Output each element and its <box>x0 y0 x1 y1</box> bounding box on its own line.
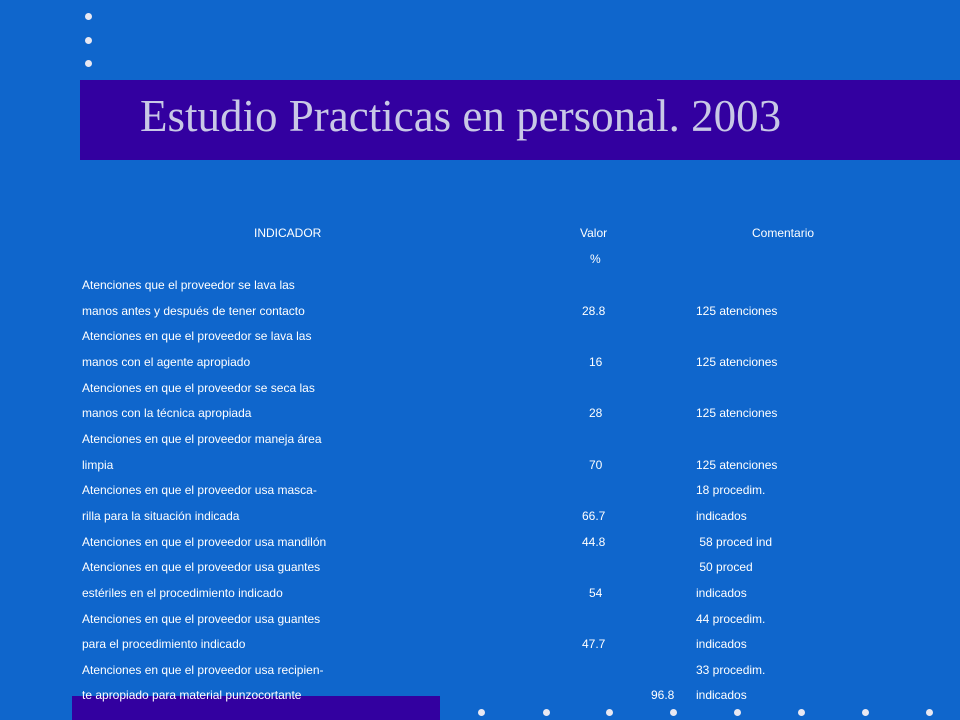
row-indicator-line1: Atenciones que el proveedor se lava las <box>82 278 295 292</box>
row-indicator-line2: limpia <box>82 458 114 472</box>
row-indicator-line2: manos antes y después de tener contacto <box>82 304 305 318</box>
column-header-value-unit: % <box>590 252 601 266</box>
bullet-dot <box>606 709 613 716</box>
row-value: 28.8 <box>582 304 606 318</box>
row-value: 28 <box>589 406 603 420</box>
bullet-dot <box>543 709 550 716</box>
row-value: 54 <box>589 586 603 600</box>
row-indicator-line2: rilla para la situación indicada <box>82 509 240 523</box>
bullet-dot <box>478 709 485 716</box>
row-indicator-line1: Atenciones en que el proveedor maneja área <box>82 432 322 446</box>
bullet-dot <box>734 709 741 716</box>
row-value: 96.8 <box>651 688 675 702</box>
row-comment: indicados <box>696 586 747 600</box>
row-value: 66.7 <box>582 509 606 523</box>
row-indicator-line1: Atenciones en que el proveedor usa masca- <box>82 483 317 497</box>
column-header-indicator: INDICADOR <box>254 226 322 240</box>
row-comment: indicados <box>696 688 747 702</box>
column-header-value: Valor <box>580 226 608 240</box>
row-comment: indicados <box>696 509 747 523</box>
row-comment-line1: 44 procedim. <box>696 612 766 626</box>
bullet-dot <box>670 709 677 716</box>
row-comment: indicados <box>696 637 747 651</box>
row-indicator-line2: manos con la técnica apropiada <box>82 406 252 420</box>
slide-title: Estudio Practicas en personal. 2003 <box>140 91 782 141</box>
bullet-dot <box>85 13 92 20</box>
bullet-dot <box>85 37 92 44</box>
row-comment-line1: 18 procedim. <box>696 483 766 497</box>
bullet-dot <box>798 709 805 716</box>
column-header-comment: Comentario <box>752 226 815 240</box>
row-indicator-line2: para el procedimiento indicado <box>82 637 246 651</box>
row-indicator-line1: Atenciones en que el proveedor usa mandilón <box>82 535 327 549</box>
row-comment: 125 atenciones <box>696 355 778 369</box>
row-indicator-line1: Atenciones en que el proveedor usa recipien- <box>82 663 324 677</box>
row-indicator-line2: te apropiado para material punzocortante <box>82 688 302 702</box>
row-comment-line1: 50 proced <box>696 560 753 574</box>
row-value: 16 <box>589 355 603 369</box>
row-indicator-line1: Atenciones en que el proveedor se lava las <box>82 329 312 343</box>
row-indicator-line2: manos con el agente apropiado <box>82 355 251 369</box>
row-comment: 125 atenciones <box>696 304 778 318</box>
row-value: 70 <box>589 458 603 472</box>
row-comment-line1: 33 procedim. <box>696 663 766 677</box>
row-indicator-line2: estériles en el procedimiento indicado <box>82 586 283 600</box>
row-comment: 58 proced ind <box>696 535 773 549</box>
bullet-dot <box>862 709 869 716</box>
row-value: 47.7 <box>582 637 606 651</box>
row-indicator-line1: Atenciones en que el proveedor se seca las <box>82 381 315 395</box>
row-value: 44.8 <box>582 535 606 549</box>
row-indicator-line1: Atenciones en que el proveedor usa guantes <box>82 612 321 626</box>
bullet-dot <box>85 60 92 67</box>
row-indicator-line1: Atenciones en que el proveedor usa guantes <box>82 560 321 574</box>
bullet-dot <box>926 709 933 716</box>
row-comment: 125 atenciones <box>696 458 778 472</box>
row-comment: 125 atenciones <box>696 406 778 420</box>
